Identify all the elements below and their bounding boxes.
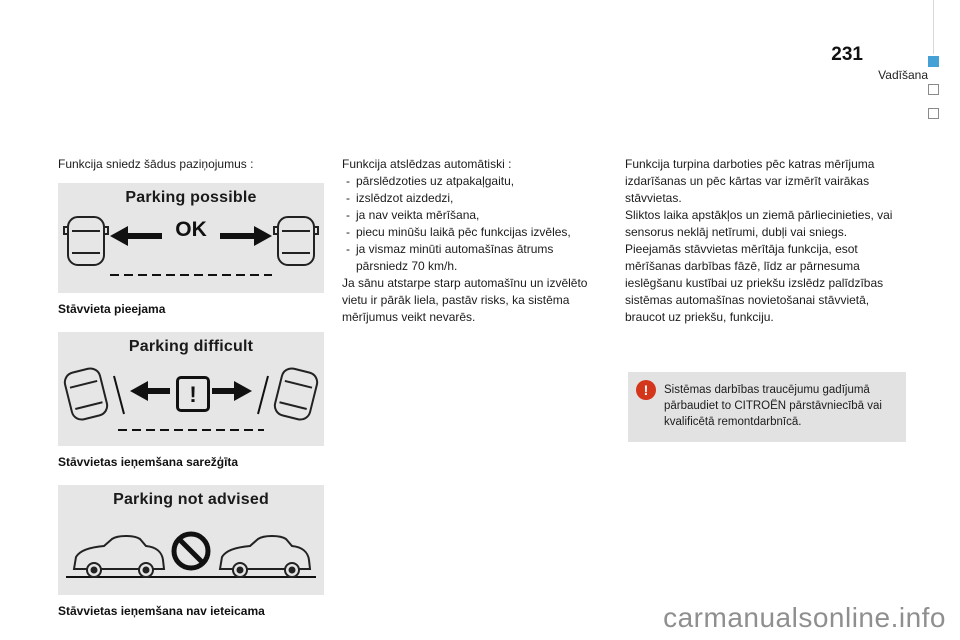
service-warning-text: Sistēmas darbības traucējumu gadījumā pārbaudiet to CITROËN pārstāvniecībā vai kvalificētā remontdarbnīcā.	[664, 384, 882, 428]
arrow-right-icon	[212, 381, 252, 401]
chapter-rule	[933, 0, 934, 54]
figure-parking-not-advised	[58, 485, 324, 595]
figure-parking-possible	[58, 183, 324, 293]
list-item: - ja nav veikta mērīšana,	[342, 207, 598, 224]
chapter-tab-square	[928, 108, 939, 119]
left-column	[58, 156, 324, 634]
middle-column	[342, 156, 598, 326]
bullet: -	[346, 225, 350, 239]
bullet: -	[346, 191, 350, 205]
watermark-text: carmanualsonline.info	[663, 602, 946, 633]
chapter-tab-active	[928, 56, 939, 67]
list-item: - izslēdzot aizdedzi,	[342, 190, 598, 207]
list-item: - pārslēdzoties uz atpakaļgaitu,	[342, 173, 598, 190]
auto-off-heading: Funkcija atslēdzas automātiski :	[342, 157, 512, 171]
ok-label: OK	[175, 218, 207, 241]
bullet: -	[346, 174, 350, 188]
bullet: -	[346, 242, 350, 256]
figure-title: Parking possible	[125, 189, 257, 206]
figure-caption: Stāvvieta pieejama	[58, 302, 166, 316]
list-item: - ja vismaz minūti automašīnas ātrums pārsniedz 70 km/h.	[342, 241, 598, 275]
side-gap-note: Ja sānu atstarpe starp automašīnu un izvēlēto vietu ir pārāk liela, pastāv risks, ka sistēma mērījumus veikt nevarēs.	[342, 276, 588, 324]
service-warning-box	[628, 372, 906, 442]
paragraph: Funkcija turpina darboties pēc katras mērījuma izdarīšanas un pēc kārtas var izmērīt vairākas stāvvietas.	[625, 157, 875, 205]
arrow-left-icon	[130, 381, 170, 401]
figure-title: Parking not advised	[113, 491, 269, 508]
figure-caption: Stāvvietas ieņemšana nav ieteicama	[58, 604, 265, 618]
auto-off-list	[342, 173, 598, 275]
page-number: 231	[831, 44, 863, 65]
paragraph: Pieejamās stāvvietas mērītāja funkcija, esot mērīšanas darbības fāzē, līdz ar pārnesuma ieslēgšanu kustībai uz priekšu izslēdz palīdzības sistēmas automašīnas novietošanai stāvvietā, braucot uz priekšu, funkciju.	[625, 242, 884, 324]
intro-text: Funkcija sniedz šādus paziņojumus :	[58, 157, 254, 171]
figure-parking-difficult	[58, 332, 324, 446]
figure-title: Parking difficult	[128, 338, 254, 355]
prohibition-icon	[174, 534, 208, 568]
paragraph: Sliktos laika apstākļos un ziemā pārliecinieties, vai sensorus neklāj netīrumi, dubļi vai sniegs.	[625, 208, 893, 239]
alert-exclamation-icon: !	[636, 380, 656, 400]
figure-caption: Stāvvietas ieņemšana sarežģīta	[58, 455, 239, 469]
list-item: - piecu minūšu laikā pēc funkcijas izvēles,	[342, 224, 598, 241]
chapter-tab-square	[928, 84, 939, 95]
warning-exclamation-box: !	[176, 376, 210, 412]
section-title: Vadīšana	[878, 68, 928, 82]
bullet: -	[346, 208, 350, 222]
right-column	[625, 156, 905, 326]
